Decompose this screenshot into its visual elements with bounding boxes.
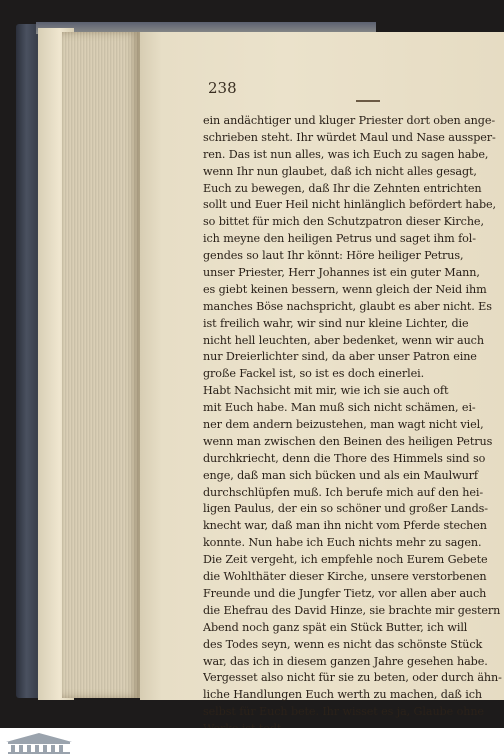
text-line: die Ehefrau des David Hinze, sie brachte mir gestern	[203, 603, 501, 617]
text-line: Die Zeit vergeht, ich empfehle noch Eurem Gebete	[203, 553, 488, 567]
page-number: 238	[208, 79, 237, 97]
book	[16, 22, 504, 719]
text-line: so bittet für mich den Schutzpatron dieser Kirche,	[203, 215, 484, 229]
text-line: des Todes seyn, wenn es nicht das schönste Stück	[203, 637, 483, 651]
text-line: wenn man zwischen den Beinen des heiligen Petrus	[203, 434, 493, 448]
text-line: ein andächtiger und kluger Priester dort oben ange-	[203, 114, 496, 127]
text-line: wenn Ihr nun glaubet, daß ich nicht alles gesagt,	[203, 164, 477, 178]
library-building-icon	[4, 730, 74, 754]
page-block-edges	[62, 32, 140, 698]
text-line: ligen Paulus, der ein so schöner und großer Lands-	[203, 502, 488, 516]
text-line: knecht war, daß man ihn nicht vom Pferde stechen	[203, 519, 487, 533]
text-line: große Fackel ist, so ist es doch einerlei.	[203, 367, 425, 381]
text-line: Abend noch ganz spät ein Stück Butter, ich will	[203, 620, 468, 634]
text-line: ist freilich wahr, wir sind nur kleine Lichter, die	[203, 316, 469, 330]
text-line: Freunde und die Jungfer Tietz, vor allen aber auch	[203, 586, 487, 600]
text-line: unser Priester, Herr Johannes ist ein guter Mann,	[203, 266, 480, 280]
text-line: manches Böse nachspricht, glaubt es aber nicht. Es	[203, 299, 492, 313]
text-line: ren. Das ist nun alles, was ich Euch zu sagen habe,	[203, 147, 489, 161]
text-line: enge, daß man sich bücken und als ein Maulwurf	[203, 468, 478, 482]
text-line: nicht hell leuchten, aber bedenket, wenn wir auch	[203, 333, 484, 347]
text-line: selbst für Euch bete. Ihr wisset es ja, Glaube ohne	[203, 705, 484, 719]
text-line: durchschlüpfen muß. Ich berufe mich auf den hei-	[203, 485, 484, 499]
text-line: liche Handlungen Euch werth zu machen, daß ich	[203, 688, 482, 702]
book-page	[140, 32, 504, 719]
text-line: nur Dreierlichter sind, da aber unser Patron eine	[203, 350, 477, 364]
text-line: durchkriecht, denn die Thore des Himmels sind so	[203, 451, 486, 465]
text-line: war, das ich in diesem ganzen Jahre gesehen habe.	[203, 654, 488, 668]
text-line: Habt Nachsicht mit mir, wie ich sie auch oft	[203, 384, 449, 398]
text-line: schrieben steht. Ihr würdet Maul und Nase aussper-	[203, 130, 496, 144]
text-line: Euch zu bewegen, daß Ihr die Zehnten entrichten	[203, 181, 482, 195]
footer-bar	[0, 728, 504, 756]
text-line: mit Euch habe. Man muß sich nicht schämen, ei-	[203, 401, 476, 415]
text-line: gendes so laut Ihr könnt: Höre heiliger Petrus,	[203, 249, 464, 263]
text-line: Vergesset also nicht für sie zu beten, oder durch ähn-	[203, 671, 502, 685]
text-line: es giebt keinen bessern, wenn gleich der Neid ihm	[203, 282, 487, 296]
text-line: konnte. Nun habe ich Euch nichts mehr zu sagen.	[203, 536, 482, 550]
page-text	[203, 113, 504, 738]
header-ornament	[356, 100, 380, 102]
text-line: sollt und Euer Heil nicht hinlänglich befördert habe,	[203, 198, 496, 212]
text-line: die Wohlthäter dieser Kirche, unsere verstorbenen	[203, 570, 487, 584]
text-line: ner dem andern beizustehen, man wagt nicht viel,	[203, 418, 484, 432]
text-line: ich meyne den heiligen Petrus und saget ihm fol-	[203, 232, 476, 246]
